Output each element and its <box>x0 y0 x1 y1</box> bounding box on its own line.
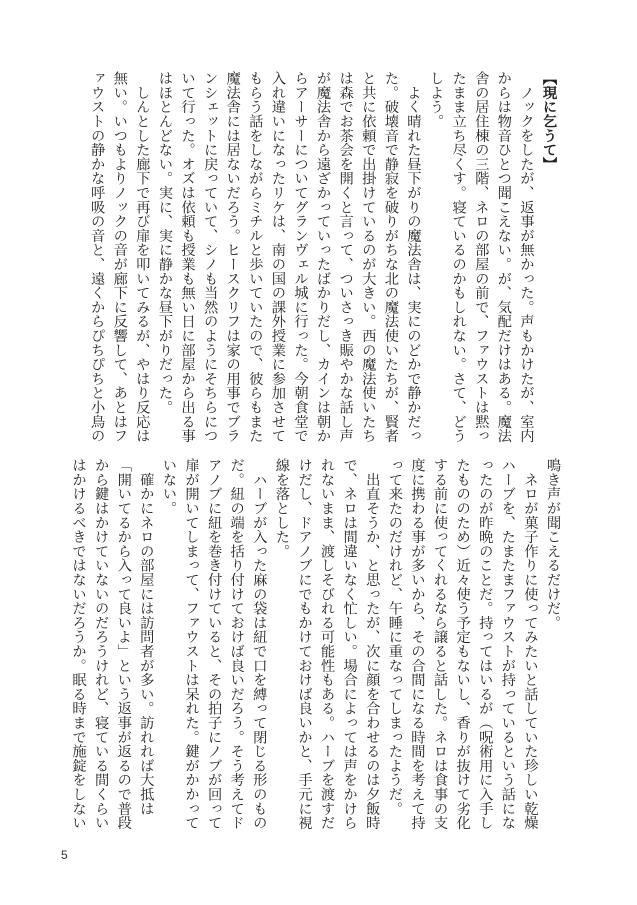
text-line: は森でお茶会を開くと言って、ついさっき賑やかな話し声 <box>337 71 354 443</box>
text-line: 扉が開いてしまって、ファウストは呆れた。鍵がかかって <box>183 458 200 830</box>
text-line: 舎の居住棟の三階、ネロの部屋の前で、ファウストは黙っ <box>473 71 490 443</box>
text-line: 出直そうか、と思ったが、次に顔を合わせるのは夕飯時 <box>364 458 381 830</box>
text-line: らアーサーについてグランヴェル城に行った。今朝食堂で <box>292 71 309 443</box>
bottom-text-block <box>67 458 564 838</box>
text-line: って来たのだけれど、午睡に重なってしまったようだ。 <box>386 458 403 816</box>
text-line: たもののため）近々使う予定もないし、香りが抜けて劣化 <box>454 458 471 830</box>
section-heading: 【現に乞うて】 <box>541 71 557 172</box>
page-number: 5 <box>61 848 68 862</box>
top-text-block <box>86 71 560 451</box>
text-line: 確かにネロの部屋には訪問者が多い。訪れれば大抵は <box>138 458 155 816</box>
text-line: が魔法舎から遠ざかっていったばかりだし、カインは朝か <box>315 71 332 443</box>
text-line: いて行った。オズは依頼も授業も無い日に部屋から出る事 <box>179 71 196 443</box>
text-line: ノックをしたが、返事が無かった。声もかけたが、室内 <box>518 71 535 443</box>
text-line: ったのが昨晩のことだ。持ってはいるが（呪術用に入手し <box>477 458 494 830</box>
text-line: 無い。いつもよりノックの音が廊下に反響して、あとはフ <box>111 71 128 443</box>
text-line: 線を落とした。 <box>273 458 290 559</box>
text-line: 度に携わる事が多いから、その合間になる時間を考えて持 <box>409 458 426 830</box>
text-line: する前に使ってくれるなら譲ると話した。ネロは食事の支 <box>432 458 449 830</box>
text-line: しよう。 <box>428 71 445 129</box>
text-line: ハーブを、たまたまファウストが持っているという話にな <box>499 458 516 830</box>
text-line: からは物音ひとつ聞こえない。が、気配だけはある。魔法 <box>495 71 512 443</box>
text-line: れないまま、渡しそびれる可能性もある。ハーブを渡すだ <box>319 458 336 830</box>
text-line: ネロが菓子作りに使ってみたいと話していた珍しい乾燥 <box>522 458 539 830</box>
text-line: けだし、ドアノブにでもかけておけば良いかと、手元に視 <box>296 458 313 830</box>
text-line: ンシェットに戻っていて、シノも当然のようにそちらにつ <box>202 71 219 443</box>
text-line: もらう話をしながらミチルと歩いていたので、彼らもまた <box>247 71 264 443</box>
text-line: 入れ違いになったリケは、南の国の課外授業に参加させて <box>269 71 286 443</box>
text-line: ハーブが入った麻の袋は紐で口を縛って閉じる形のもの <box>251 458 268 830</box>
text-line: で、ネロは間違いなく忙しい。場合によっては声をかけら <box>341 458 358 830</box>
text-line: しんとした廊下で再び扉を叩いてみるが、やはり反応は <box>134 71 151 443</box>
text-line: た。破壊音で静寂を破りがちな北の魔法使いたちが、賢者 <box>382 71 399 443</box>
text-line: たまま立ち尽くす。寝ているのかもしれない。さて、どう <box>450 71 467 443</box>
text-line: いない。 <box>160 458 177 516</box>
text-line: ァウストの静かな呼吸の音と、遠くからぴちぴちと小鳥の <box>89 71 106 443</box>
text-line: 鳴き声が聞こえるだけだ。 <box>545 458 561 630</box>
text-line: 魔法舎には居ないだろう。ヒースクリフは家の用事でブラ <box>224 71 241 443</box>
text-line: よく晴れた昼下がりの魔法舎は、実にのどかで静かだっ <box>405 71 422 443</box>
text-line: アノブに紐を巻き付けていると、その拍子にノブが回って <box>206 458 223 830</box>
text-line: から鍵はかけていないのだろうけれど、寝ている間くらい <box>93 458 110 830</box>
text-line: だ。紐の端を括り付けておけば良いだろう。そう考えてド <box>228 458 245 830</box>
text-line: と共に依頼で出掛けているのが大きい。西の魔法使いたち <box>360 71 377 443</box>
text-line: 「開いてるから入って良いよ」という返事が返るので普段 <box>115 458 132 830</box>
text-line: はかけるべきではないだろうか。眠る時まで施錠をしない <box>70 458 87 830</box>
text-line: はほとんどない。実に、実に静かな昼下がりだった。 <box>156 71 173 415</box>
